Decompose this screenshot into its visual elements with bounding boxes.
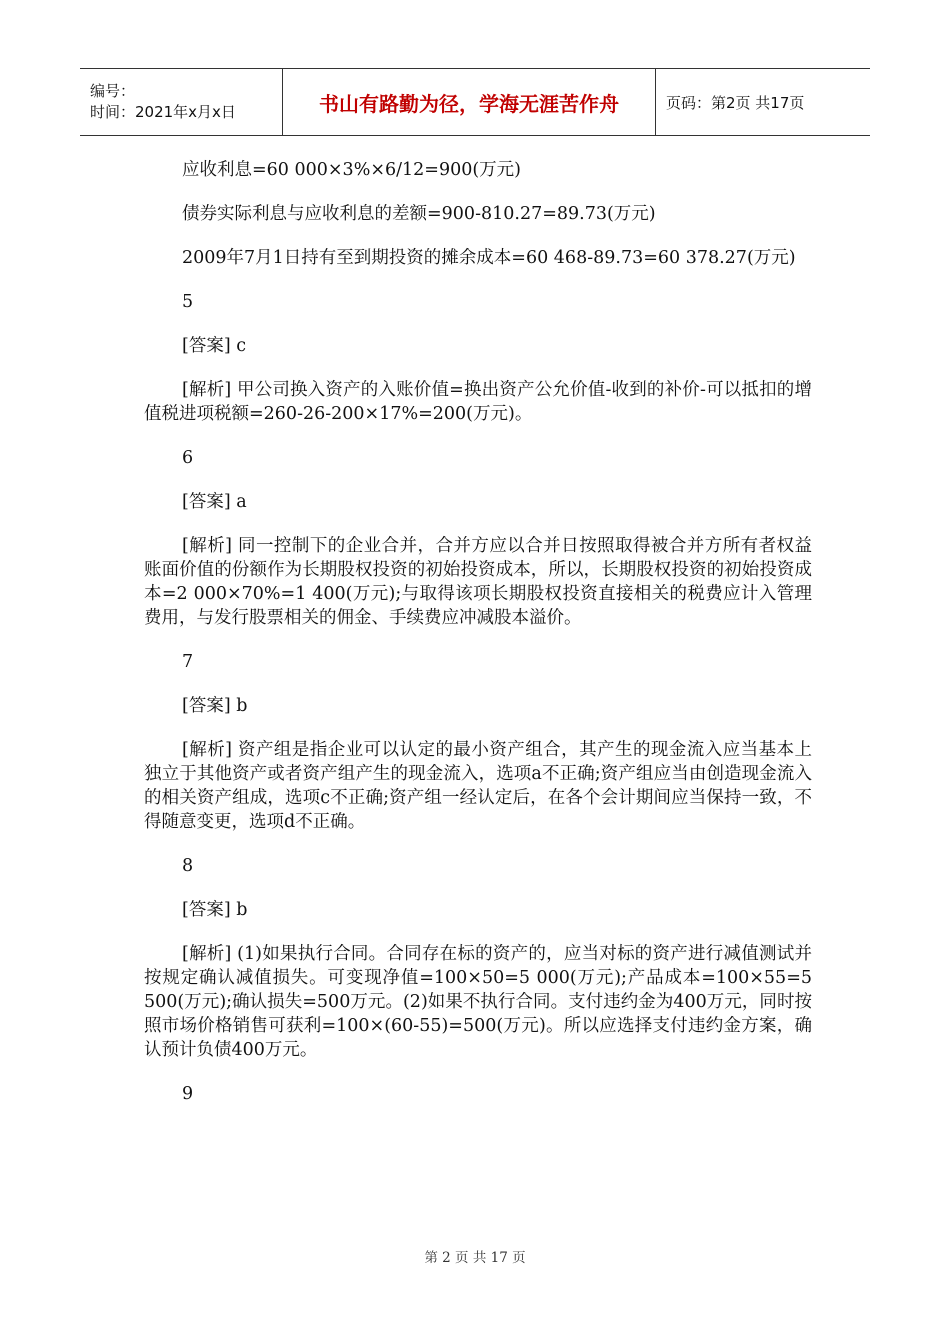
paragraph: 债券实际利息与应收利息的差额=900-810.27=89.73(万元) <box>182 204 656 224</box>
answer-line: [答案] c <box>182 336 247 356</box>
document-body <box>144 158 812 1126</box>
question-number: 5 <box>182 292 194 312</box>
paragraph: 2009年7月1日持有至到期投资的摊余成本=60 468-89.73=60 378.27(万元) <box>182 248 796 268</box>
answer-line: [答案] a <box>182 492 247 512</box>
question-number: 6 <box>182 448 194 468</box>
page-header <box>80 68 870 136</box>
header-motto <box>283 69 656 135</box>
header-meta <box>80 69 283 135</box>
explanation: [解析] 同一控制下的企业合并，合并方应以合并日按照取得被合并方所有者权益账面价值的份额作为长期股权投资的初始投资成本，所以，长期股权投资的初始投资成本=2 000×70%=1 400(万元);与取得该项长期股权投资直接相关的税费应计入管理费用，与发行股票相关的佣金、手续费应冲减股本溢价。 <box>144 536 812 628</box>
header-page-info <box>656 69 870 135</box>
page-footer: 第 2 页 共 17 页 <box>424 1250 526 1266</box>
question-number: 7 <box>182 652 194 672</box>
question-number: 8 <box>182 856 194 876</box>
explanation: [解析] 资产组是指企业可以认定的最小资产组合，其产生的现金流入应当基本上独立于其他资产或者资产组产生的现金流入，选项a不正确;资产组应当由创造现金流入的相关资产组成，选项c不正确;资产组一经认定后，在各个会计期间应当保持一致，不得随意变更，选项d不正确。 <box>144 740 812 832</box>
number-label: 编号： <box>90 82 136 100</box>
motto-text: 书山有路勤为径，学海无涯苦作舟 <box>319 91 619 116</box>
question-number: 9 <box>182 1084 194 1104</box>
explanation: [解析] 甲公司换入资产的入账价值=换出资产公允价值-收到的补价-可以抵扣的增值税进项税额=260-26-200×17%=200(万元)。 <box>144 380 812 424</box>
answer-line: [答案] b <box>182 900 248 920</box>
answer-line: [答案] b <box>182 696 248 716</box>
page-label: 页码：第2页 共17页 <box>666 93 805 112</box>
explanation: [解析] (1)如果执行合同。合同存在标的资产的，应当对标的资产进行减值测试并按规定确认减值损失。可变现净值=100×50=5 000(万元);产品成本=100×55=5 500(万元);确认损失=500万元。(2)如果不执行合同。支付违约金为400万元，同时按照市场价格销售可获利=100×(60-55)=500(万元)。所以应选择支付违约金方案，确认预计负债400万元。 <box>144 944 812 1060</box>
paragraph: 应收利息=60 000×3%×6/12=900(万元) <box>182 160 522 180</box>
time-label: 时间：2021年x月x日 <box>90 103 236 121</box>
